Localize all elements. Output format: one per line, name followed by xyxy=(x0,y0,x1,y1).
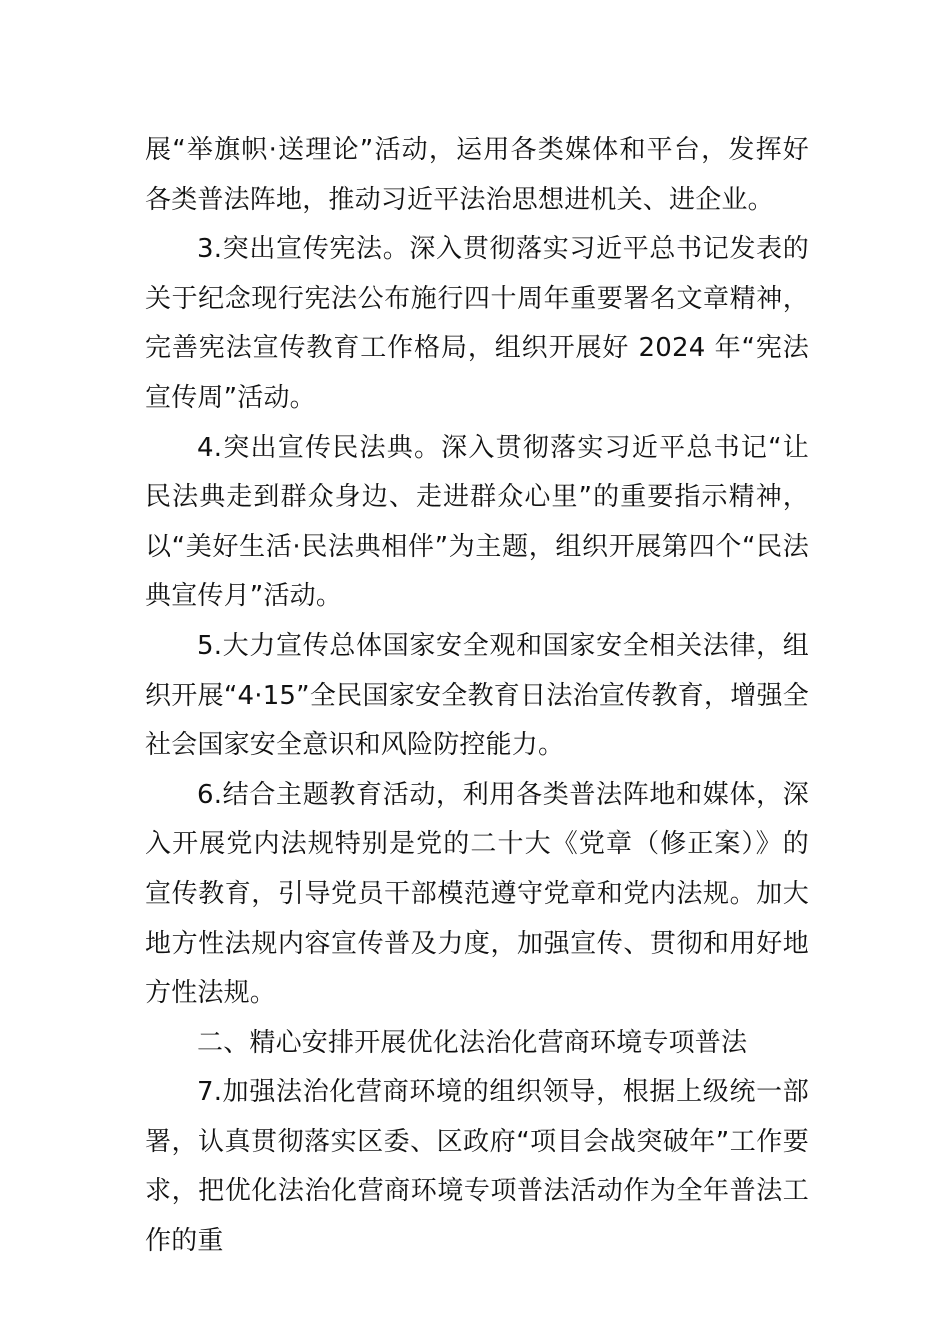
paragraph-item-7-organization: 7.加强法治化营商环境的组织领导，根据上级统一部署，认真贯彻落实区委、区政府“项目会战突破年”工作要求，把优化法治化营商环境专项普法活动作为全年普法工作的重 xyxy=(145,1077,809,1257)
paragraph-item-5-national-security: 5.大力宣传总体国家安全观和国家安全相关法律，组织开展“4·15”全民国家安全教育日法治宣传教育，增强全社会国家安全意识和风险防控能力。 xyxy=(145,630,809,761)
paragraph-item-3-constitution: 3.突出宣传宪法。深入贯彻落实习近平总书记发表的关于纪念现行宪法公布施行四十周年重要署名文章精神，完善宪法宣传教育工作格局，组织开展好 2024 年“宪法宣传周”活动。 xyxy=(145,234,809,413)
section-heading-business-environment: 二、精心安排开展优化法治化营商环境专项普法 xyxy=(197,1027,748,1058)
paragraph-item-6-party-regulations: 6.结合主题教育活动，利用各类普法阵地和媒体，深入开展党内法规特别是党的二十大《党章（修正案）》的宣传教育，引导党员干部模范遵守党章和党内法规。加大地方性法规内容宣传普及力度，加强宣传、贯彻和用好地方性法规。 xyxy=(145,779,809,1009)
paragraph-continuation: 展“举旗帜·送理论”活动，运用各类媒体和平台，发挥好各类普法阵地，推动习近平法治思想进机关、进企业。 xyxy=(145,135,809,215)
paragraph-item-4-civil-code: 4.突出宣传民法典。深入贯彻落实习近平总书记“让民法典走到群众身边、走进群众心里”的重要指示精神，以“美好生活·民法典相伴”为主题，组织开展第四个“民法典宣传月”活动。 xyxy=(145,432,809,612)
document-body xyxy=(145,126,809,1267)
